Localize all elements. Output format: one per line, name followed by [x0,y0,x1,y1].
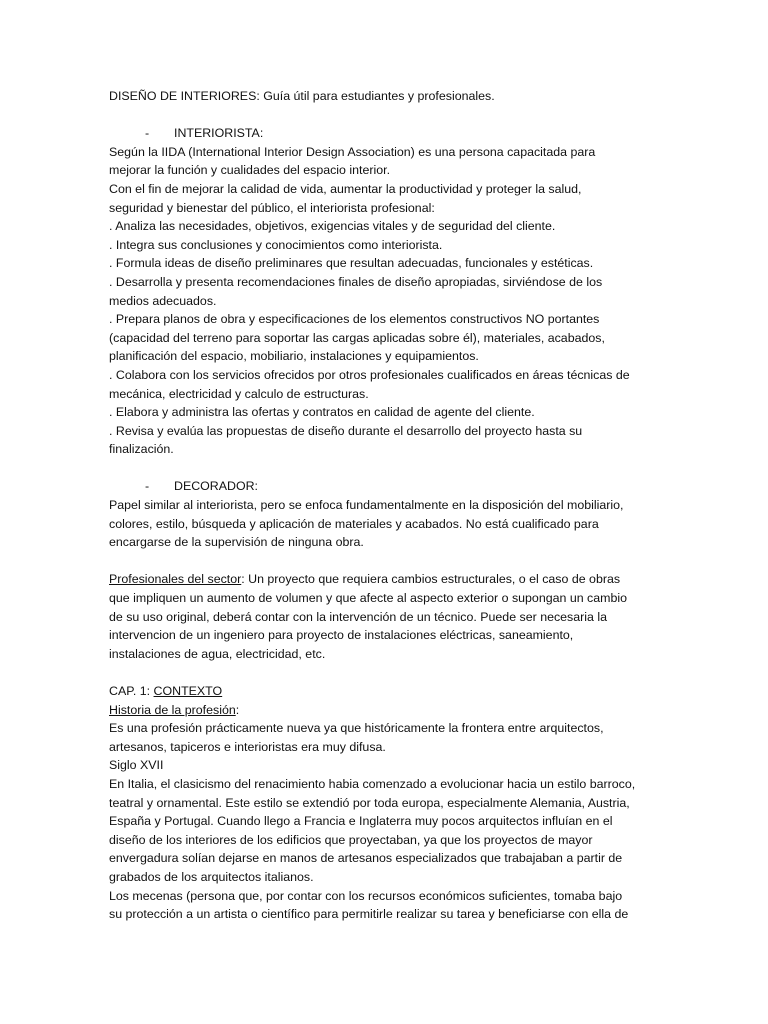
profesionales-paragraph [109,570,669,663]
text-run: : Un proyecto que requiera cambios estructurales, o el caso de obras [241,572,621,587]
interiorista-paragraph [109,143,669,459]
text-line: finalización. [109,442,174,457]
text-line: encargarse de la supervisión de ninguna obra. [109,535,364,550]
text-line: . Integra sus conclusiones y conocimientos como interiorista. [109,237,443,252]
subheading-text: Historia de la profesión [109,702,236,717]
text-line: (capacidad del terreno para soportar las cargas aplicadas sobre él), materiales, acabados, [109,330,605,345]
text-line [109,570,669,589]
text-line: intervencion de un ingeniero para proyecto de instalaciones eléctricas, saneamiento, [109,628,574,643]
spacer [109,663,669,682]
spacer [109,459,669,478]
century-paragraph [109,775,669,924]
text-line: Con el fin de mejorar la calidad de vida, aumentar la productividad y proteger la salud, [109,181,582,196]
text-line: En Italia, el clasicismo del renacimiento habia comenzado a evolucionar hacia un estilo barroco, [109,776,636,791]
text-line: envergadura solían dejarse en manos de artesanos especializados que trabajaban a partir de [109,851,623,866]
text-line: Es una profesión prácticamente nueva ya que históricamente la frontera entre arquitectos, [109,721,604,736]
chapter-prefix: CAP. 1: [109,684,154,698]
bullet-dash: - [145,126,150,141]
subheading-suffix: : [235,702,240,717]
text-line: España y Portugal. Cuando llego a Francia e Inglaterra muy pocos arquitectos influían en el [109,814,613,829]
document-title: DISEÑO DE INTERIORES: Guía útil para estudiantes y profesionales. [109,89,495,103]
text-line: . Analiza las necesidades, objetivos, exigencias vitales y de seguridad del cliente. [109,219,556,234]
text-line: grabados de los arquitectos italianos. [109,869,314,884]
text-line: . Prepara planos de obra y especificaciones de los elementos constructivos NO portantes [109,312,600,327]
text-line: colores, estilo, búsqueda y aplicación de materiales y acabados. No está cualificado para [109,516,599,531]
text-line: . Desarrolla y presenta recomendaciones finales de diseño apropiadas, sirviéndose de los [109,274,603,289]
subheading [109,701,669,720]
chapter-heading [109,682,669,701]
text-line: Los mecenas (persona que, por contar con los recursos económicos suficientes, tomaba bajo [109,888,623,903]
heading-text: DECORADOR: [174,479,258,494]
text-line: su protección a un artista o científico para permitirle realizar su tarea y beneficiarse con ella de [109,907,629,922]
text-line: de su uso original, deberá contar con la intervención de un técnico. Puede ser necesaria la [109,609,608,624]
text-line: mecánica, electricidad y calculo de estructuras. [109,386,369,401]
history-intro-paragraph [109,719,669,756]
text-line: que impliquen un aumento de volumen y que afecte al aspecto exterior o supongan un cambio [109,591,627,606]
chapter-name: CONTEXTO [153,684,223,698]
text-line: teatral y ornamental. Este estilo se extendió por toda europa, especialmente Alemania, Austria, [109,795,630,810]
bullet-dash: - [145,479,150,494]
text-line: . Colabora con los servicios ofrecidos por otros profesionales cualificados en áreas técnicas de [109,367,630,382]
spacer [109,552,669,571]
text-line: artesanos, tapiceros e interioristas era muy difusa. [109,739,386,754]
document-body [109,87,669,924]
text-line: mejorar la función y cualidades del espacio interior. [109,163,391,178]
section-heading-decorador [109,477,669,496]
section-heading-interiorista [109,124,669,143]
text-line: . Formula ideas de diseño preliminares que resultan adecuadas, funcionales y estéticas. [109,256,594,271]
century-heading: Siglo XVII [109,758,164,773]
text-line: medios adecuados. [109,293,217,308]
text-line: planificación del espacio, mobiliario, instalaciones y equipamientos. [109,349,479,364]
decorador-paragraph [109,496,669,552]
text-line: diseño de los interiores de los edificios que proyectaban, ya que los proyectos de mayor [109,832,593,847]
heading-text: INTERIORISTA: [174,126,264,141]
text-line: . Elabora y administra las ofertas y contratos en calidad de agente del cliente. [109,405,535,420]
text-line: Según la IIDA (International Interior Design Association) es una persona capacitada para [109,144,596,159]
underlined-label: Profesionales del sector [109,572,242,587]
text-line: seguridad y bienestar del público, el interiorista profesional: [109,200,435,215]
text-line: instalaciones de agua, electricidad, etc. [109,646,326,661]
text-line: Papel similar al interiorista, pero se enfoca fundamentalmente en la disposición del mobiliario, [109,498,624,513]
text-line: . Revisa y evalúa las propuestas de diseño durante el desarrollo del proyecto hasta su [109,423,583,438]
